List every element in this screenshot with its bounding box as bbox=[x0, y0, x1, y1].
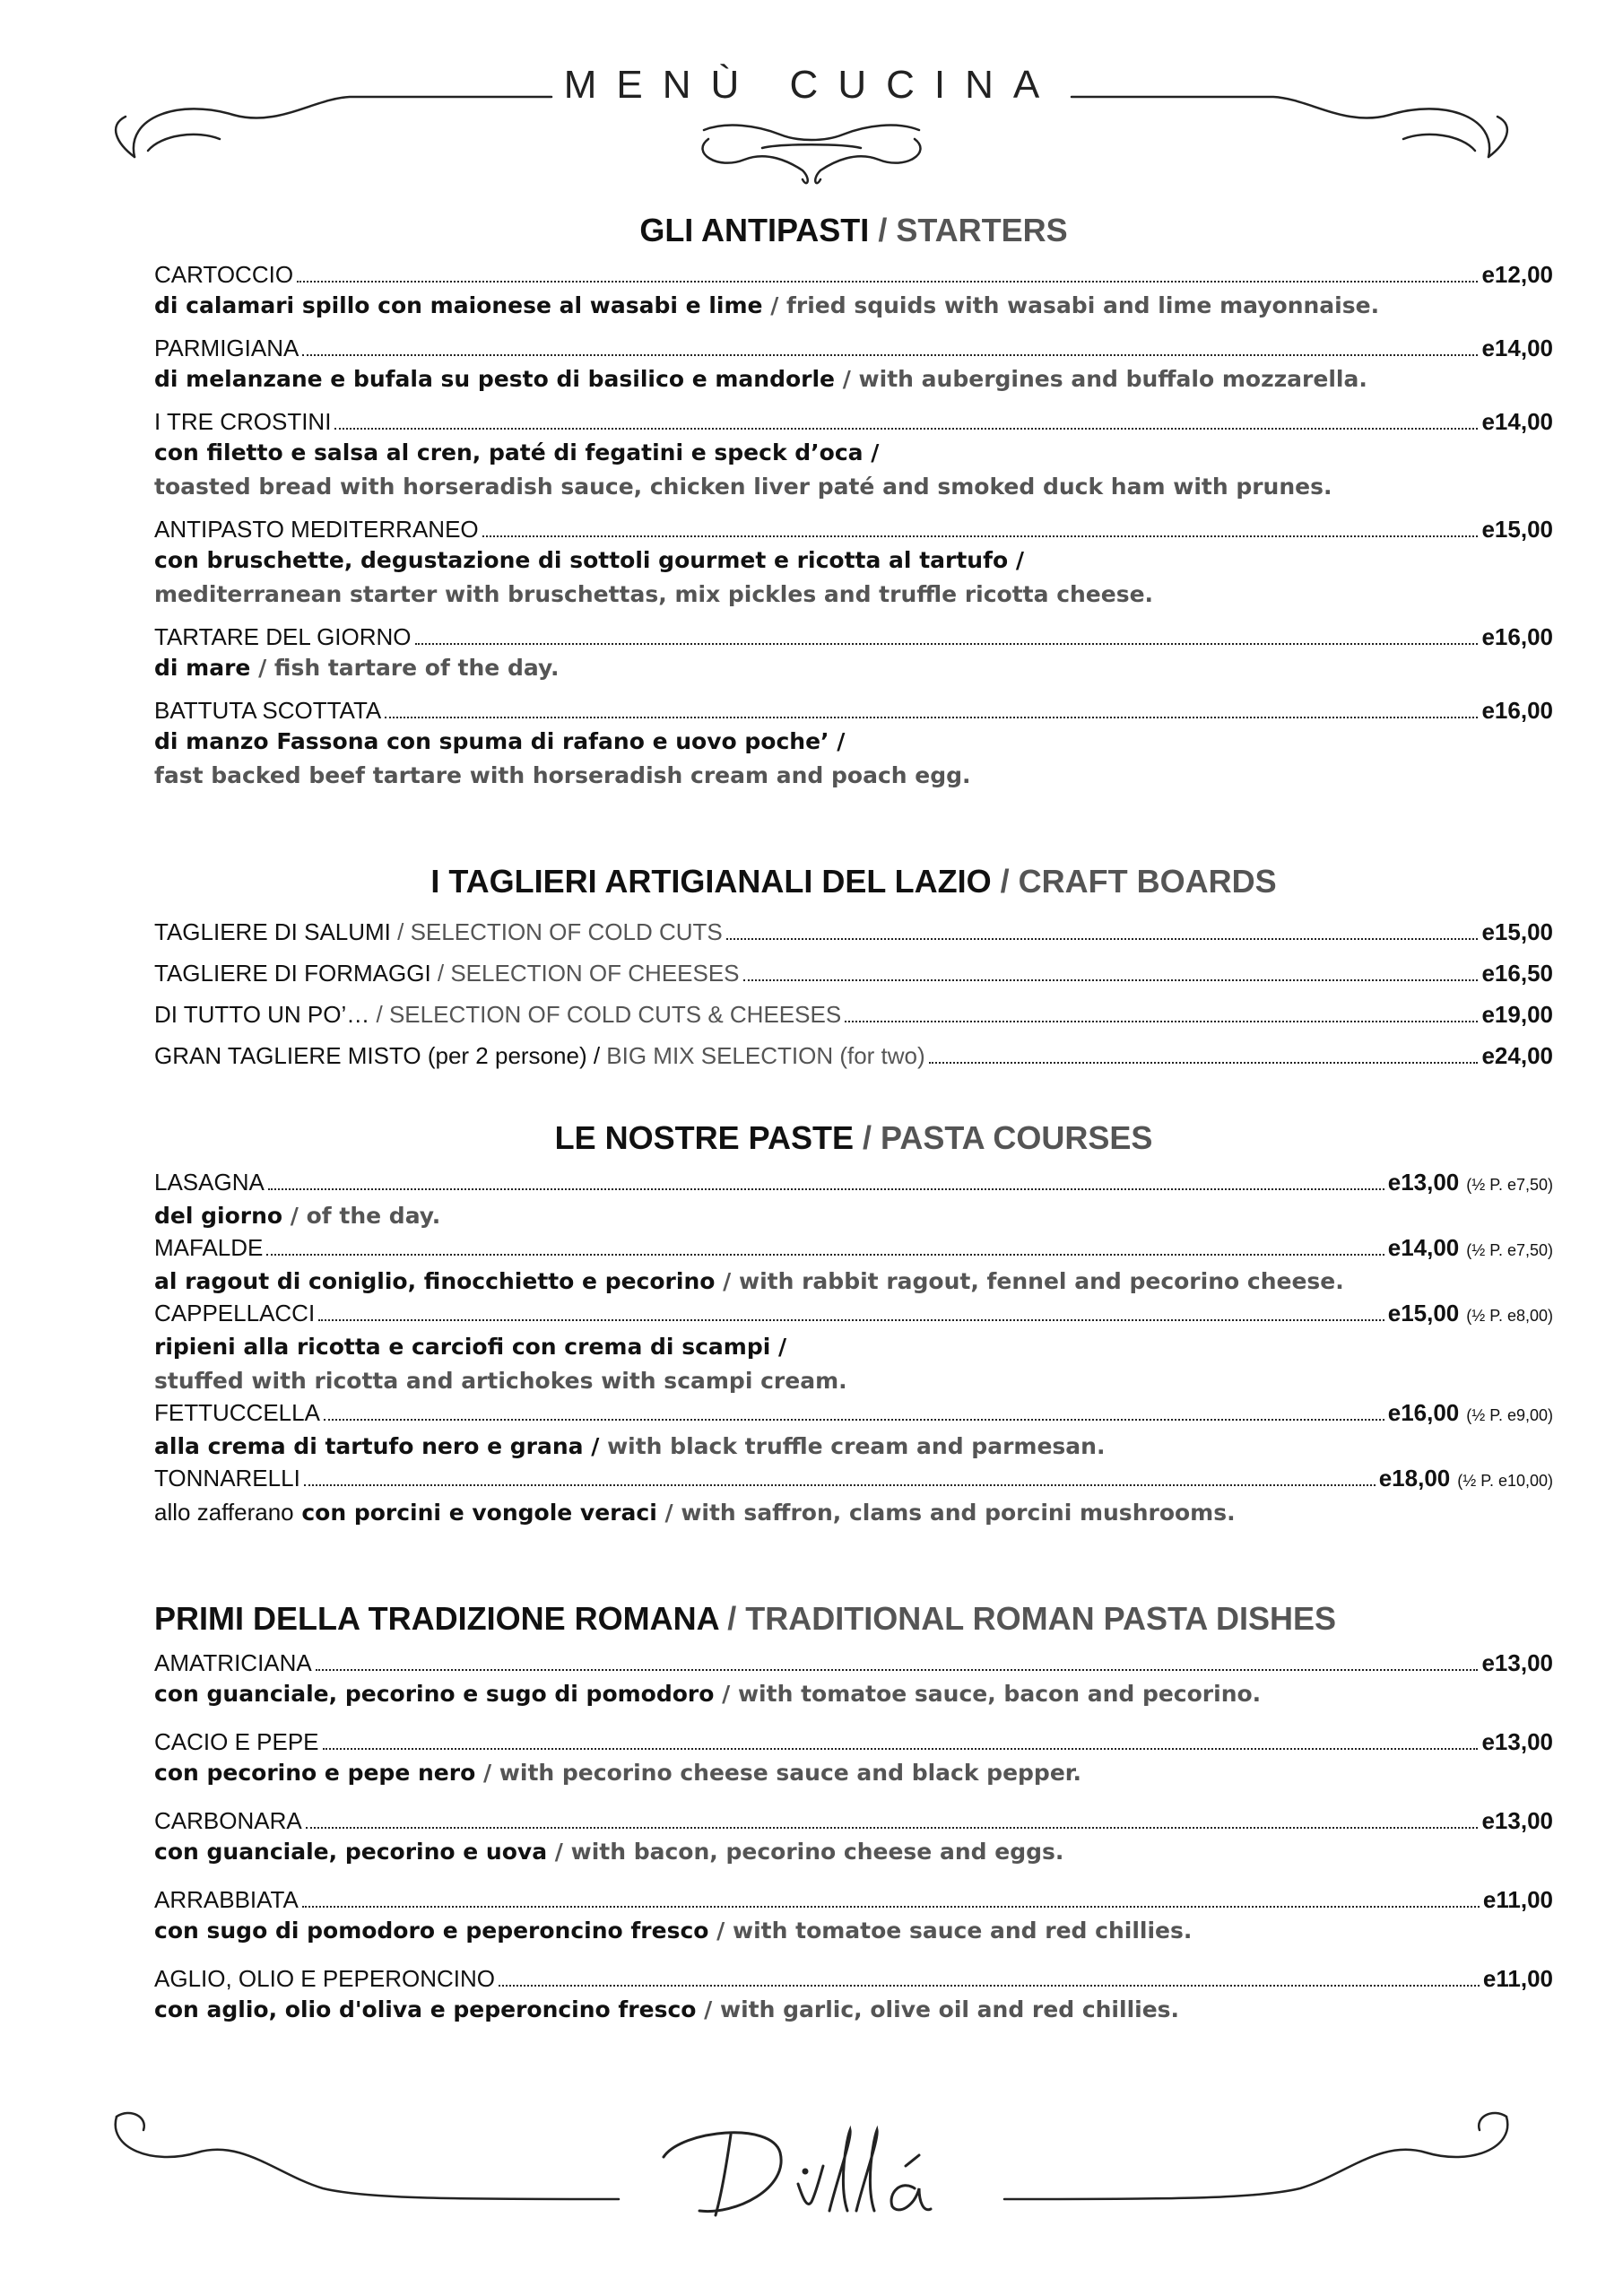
menu-item: ANTIPASTO MEDITERRANEO e15,00 bbox=[154, 516, 1553, 543]
item-description-en: mediterranean starter with bruschettas, mix pickles and truffle ricotta cheese. bbox=[154, 581, 1154, 607]
primi-title: PRIMI DELLA TRADIZIONE ROMANA / TRADITIONAL ROMAN PASTA DISHES bbox=[154, 1600, 1336, 1637]
item-description: con bruschette, degustazione di sottoli gourmet e ricotta al tartufo / bbox=[154, 547, 1024, 573]
menu-item: I TRE CROSTINI e14,00 bbox=[154, 408, 1553, 435]
item-description: con aglio, olio d'oliva e peperoncino fresco / with garlic, olive oil and red chillies. bbox=[154, 1996, 1180, 2022]
item-description: al ragout di coniglio, finocchietto e pecorino / with rabbit ragout, fennel and pecorino cheese. bbox=[154, 1268, 1344, 1294]
item-description: di calamari spillo con maionese al wasabi e lime / fried squids with wasabi and lime mayonnaise. bbox=[154, 292, 1380, 318]
item-description: con filetto e salsa al cren, paté di fegatini e speck d’oca / bbox=[154, 439, 880, 465]
menu-item: TONNARELLI e18,00 (½ P. e10,00) bbox=[154, 1465, 1553, 1492]
menu-item: CAPPELLACCI e15,00 (½ P. e8,00) bbox=[154, 1300, 1553, 1326]
menu-item: CARBONARA e13,00 bbox=[154, 1807, 1553, 1834]
menu-item: PARMIGIANA e14,00 bbox=[154, 335, 1553, 361]
menu-item: AGLIO, OLIO E PEPERONCINO e11,00 bbox=[154, 1965, 1553, 1992]
menu-item: BATTUTA SCOTTATA e16,00 bbox=[154, 697, 1553, 724]
primi-section bbox=[154, 1600, 1553, 2027]
menu-title: MENÙ CUCINA bbox=[563, 63, 1060, 107]
item-description: di manzo Fassona con spuma di rafano e uovo poche’ / bbox=[154, 728, 846, 754]
item-description: di melanzane e bufala su pesto di basilico e mandorle / with aubergines and buffalo mozzarella. bbox=[154, 366, 1367, 392]
item-description: ripieni alla ricotta e carciofi con crema di scampi / bbox=[154, 1334, 787, 1360]
menu-item: DI TUTTO UN PO’… / SELECTION OF COLD CUTS & CHEESES e19,00 bbox=[154, 1001, 1553, 1028]
item-description: di mare / fish tartare of the day. bbox=[154, 655, 560, 681]
menu-item: GRAN TAGLIERE MISTO (per 2 persone) / BIG MIX SELECTION (for two) e24,00 bbox=[154, 1042, 1553, 1069]
menu-item: FETTUCCELLA e16,00 (½ P. e9,00) bbox=[154, 1399, 1553, 1426]
menu-item: AMATRICIANA e13,00 bbox=[154, 1649, 1553, 1676]
menu-item: CACIO E PEPE e13,00 bbox=[154, 1728, 1553, 1755]
item-description-en: toasted bread with horseradish sauce, chicken liver paté and smoked duck ham with prunes. bbox=[154, 474, 1332, 500]
taglieri-title: I TAGLIERI ARTIGIANALI DEL LAZIO / CRAFT BOARDS bbox=[430, 863, 1277, 900]
menu-item: ARRABBIATA e11,00 bbox=[154, 1886, 1553, 1913]
item-description: con pecorino e pepe nero / with pecorino cheese sauce and black pepper. bbox=[154, 1760, 1082, 1786]
menu-item: TAGLIERE DI FORMAGGI / SELECTION OF CHEESES e16,50 bbox=[154, 960, 1553, 987]
item-description: con sugo di pomodoro e peperoncino fresco / with tomatoe sauce and red chillies. bbox=[154, 1918, 1193, 1944]
item-description: allo zafferano con porcini e vongole veraci / with saffron, clams and porcini mushrooms. bbox=[154, 1499, 1236, 1526]
paste-title: LE NOSTRE PASTE / PASTA COURSES bbox=[554, 1119, 1153, 1156]
antipasti-title: GLI ANTIPASTI / STARTERS bbox=[639, 212, 1068, 248]
paste-section bbox=[154, 1119, 1553, 1530]
menu-item: MAFALDE e14,00 (½ P. e7,50) bbox=[154, 1234, 1553, 1261]
item-description: alla crema di tartufo nero e grana / with black truffle cream and parmesan. bbox=[154, 1433, 1106, 1459]
item-description: del giorno / of the day. bbox=[154, 1203, 441, 1229]
menu-item: TARTARE DEL GIORNO e16,00 bbox=[154, 623, 1553, 650]
item-description-en: fast backed beef tartare with horseradish cream and poach egg. bbox=[154, 762, 971, 788]
antipasti-section bbox=[154, 212, 1553, 793]
item-description-en: stuffed with ricotta and artichokes with scampi cream. bbox=[154, 1368, 847, 1394]
dilla-logo bbox=[646, 2103, 950, 2229]
taglieri-section bbox=[154, 863, 1553, 1076]
menu-item: LASAGNA e13,00 (½ P. e7,50) bbox=[154, 1169, 1553, 1196]
item-description: con guanciale, pecorino e uova / with bacon, pecorino cheese and eggs. bbox=[154, 1839, 1064, 1865]
item-description: con guanciale, pecorino e sugo di pomodoro / with tomatoe sauce, bacon and pecorino. bbox=[154, 1681, 1262, 1707]
menu-item: TAGLIERE DI SALUMI / SELECTION OF COLD CUTS e15,00 bbox=[154, 918, 1553, 945]
menu-item: CARTOCCIO e12,00 bbox=[154, 261, 1553, 288]
